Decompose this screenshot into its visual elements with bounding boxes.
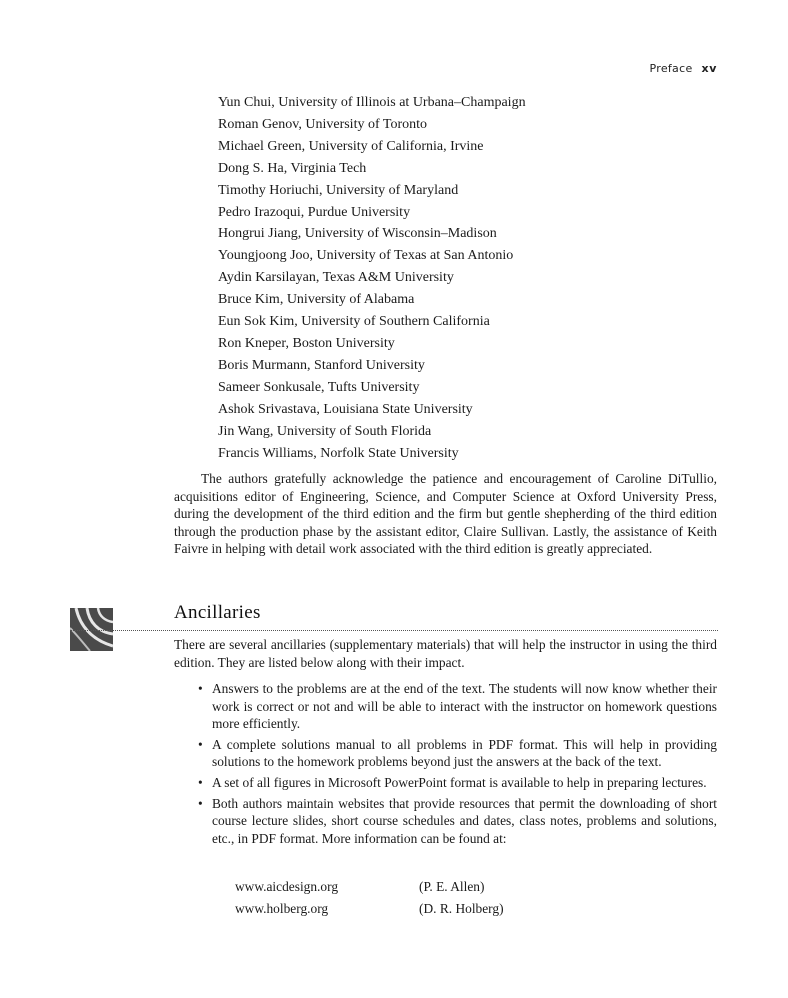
reviewer-item: Francis Williams, Norfolk State University: [218, 445, 459, 461]
website-author: (D. R. Holberg): [419, 901, 504, 916]
reviewer-list: [218, 92, 526, 464]
list-item: [198, 774, 717, 792]
ancillaries-list: [198, 680, 717, 850]
bullet-icon: •: [198, 774, 203, 790]
reviewer-item: Michael Green, University of California, Irvine: [218, 138, 484, 154]
reviewer-item: Ron Kneper, Boston University: [218, 335, 395, 351]
bullet-icon: •: [198, 681, 203, 696]
website-url[interactable]: www.aicdesign.org: [235, 879, 339, 894]
bullet-icon: •: [198, 795, 203, 811]
acknowledgment-paragraph: The authors gratefully acknowledge the patience and encouragement of Caroline DiTullio, acquisitions editor of Engineering, Science, and Computer Science at Oxford University Press, during the development of the third edition and the firm but gentle shepherding of the third edition through the production phase by the assistant editor, Claire Sullivan. Lastly, the assistance of Keith Faivre in helping with detail work associated with the third edition is greatly appreciated.: [174, 471, 717, 557]
reviewer-item: Yun Chui, University of Illinois at Urbana–Champaign: [218, 95, 526, 110]
running-header: [650, 62, 718, 75]
website-list: [235, 876, 504, 920]
section-divider: [70, 630, 718, 631]
page-number: xv: [701, 62, 717, 75]
section-heading: Ancillaries: [174, 602, 261, 623]
website-row: [235, 876, 504, 898]
ancillaries-intro-paragraph: There are several ancillaries (supplementary materials) that will help the instructor in using the third edition. They are listed below along with their impact.: [174, 637, 717, 670]
reviewer-item: Ashok Srivastava, Louisiana State University: [218, 401, 473, 417]
list-item: [198, 736, 717, 771]
reviewer-item: Timothy Horiuchi, University of Maryland: [218, 182, 459, 198]
website-author: (P. E. Allen): [419, 879, 485, 894]
list-item-text: A complete solutions manual to all problems in PDF format. This will help in providing solutions to the homework problems beyond just the answers at the back of the text.: [212, 736, 717, 770]
reviewer-item: Boris Murmann, Stanford University: [218, 357, 425, 373]
reviewer-item: Jin Wang, University of South Florida: [218, 423, 432, 439]
list-item-text: Answers to the problems are at the end of the text. The students will now know whether their work is correct or not and will be able to interact with the instructor on homework questions more efficiently.: [212, 681, 717, 732]
reviewer-item: Bruce Kim, University of Alabama: [218, 292, 415, 308]
reviewer-item: Aydin Karsilayan, Texas A&M University: [218, 270, 454, 286]
list-item: [198, 680, 717, 733]
reviewer-item: Hongrui Jiang, University of Wisconsin–Madison: [218, 226, 497, 242]
reviewer-item: Dong S. Ha, Virginia Tech: [218, 160, 367, 176]
website-row: [235, 898, 504, 920]
website-url[interactable]: www.holberg.org: [235, 901, 329, 916]
reviewer-item: Eun Sok Kim, University of Southern California: [218, 314, 490, 330]
list-item-text: A set of all figures in Microsoft PowerPoint format is available to help in preparing lectures.: [212, 774, 707, 790]
reviewer-item: Pedro Irazoqui, Purdue University: [218, 204, 411, 220]
running-header-section: Preface: [649, 62, 693, 75]
bullet-icon: •: [198, 736, 203, 752]
reviewer-item: Roman Genov, University of Toronto: [218, 116, 427, 132]
list-item: [198, 795, 717, 848]
reviewer-item: Sameer Sonkusale, Tufts University: [218, 379, 420, 395]
reviewer-item: Youngjoong Joo, University of Texas at San Antonio: [218, 248, 514, 264]
list-item-text: Both authors maintain websites that provide resources that permit the downloading of short course lecture slides, short course schedules and dates, class notes, problems and solutions, etc., in PDF format. More information can be found at:: [212, 795, 717, 846]
